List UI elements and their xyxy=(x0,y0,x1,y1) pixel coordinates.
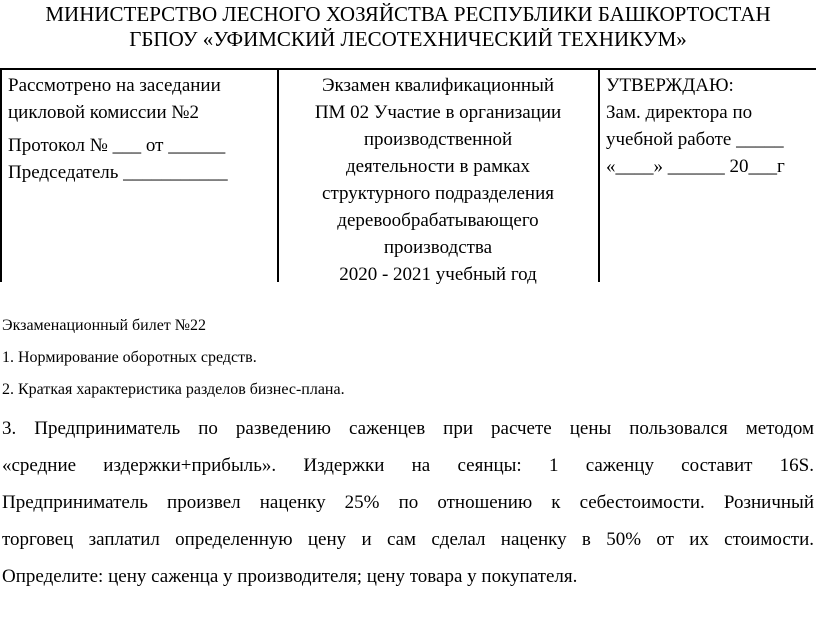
approval-line: Зам. директора по xyxy=(606,102,753,123)
exam-cell xyxy=(283,72,593,288)
question-3-line: 3. Предприниматель по разведению саженцев при расчете цены пользовался методом xyxy=(2,418,814,439)
approval-table xyxy=(0,68,816,285)
exam-line: ПМ 02 Участие в организации xyxy=(314,102,562,123)
exam-line: производства xyxy=(383,237,493,258)
academic-year: 2020 - 2021 учебный год xyxy=(339,264,537,285)
commission-line: цикловой комиссии №2 xyxy=(8,102,199,123)
question-2: 2. Краткая характеристика разделов бизнес-плана. xyxy=(2,381,345,398)
question-3-line: торговец заплатил определенную цену и сам сделал наценку в 50% от их стоимости. xyxy=(2,529,814,550)
table-divider-1 xyxy=(277,68,279,282)
exam-line: структурного подразделения xyxy=(322,183,554,204)
question-3 xyxy=(2,410,814,595)
ministry-title: МИНИСТЕРСТВО ЛЕСНОГО ХОЗЯЙСТВА РЕСПУБЛИКИ БАШКОРТОСТАН xyxy=(45,2,771,26)
chairman-line: Председатель ___________ xyxy=(8,162,228,183)
exam-line: деятельности в рамках xyxy=(345,156,531,177)
table-top-border xyxy=(0,68,816,70)
table-divider-2 xyxy=(598,68,600,282)
question-3-line: Определите: цену саженца у производителя; цену товара у покупателя. xyxy=(2,566,578,587)
exam-line: Экзамен квалификационный xyxy=(322,75,554,96)
table-left-border xyxy=(0,68,2,282)
approval-date-line: «____» ______ 20___г xyxy=(606,156,785,177)
approval-line: УТВЕРЖДАЮ: xyxy=(606,75,734,96)
question-1: 1. Нормирование оборотных средств. xyxy=(2,349,257,366)
commission-line: Рассмотрено на заседании xyxy=(8,75,221,96)
approval-line: учебной работе _____ xyxy=(606,129,784,150)
question-3-line: Предприниматель произвел наценку 25% по отношению к себестоимости. Розничный xyxy=(2,492,814,513)
question-3-line: «средние издержки+прибыль». Издержки на сеянцы: 1 саженцу составит 16S. xyxy=(2,455,814,476)
college-title: ГБПОУ «УФИМСКИЙ ЛЕСОТЕХНИЧЕСКИЙ ТЕХНИКУМ» xyxy=(129,27,687,51)
ticket-title: Экзаменационный билет №22 xyxy=(2,317,207,334)
approval-cell xyxy=(606,72,816,180)
protocol-line: Протокол № ___ от ______ xyxy=(8,135,226,156)
exam-line: производственной xyxy=(363,129,513,150)
commission-cell xyxy=(8,72,276,186)
exam-line: деревообрабатывающего xyxy=(337,210,539,231)
